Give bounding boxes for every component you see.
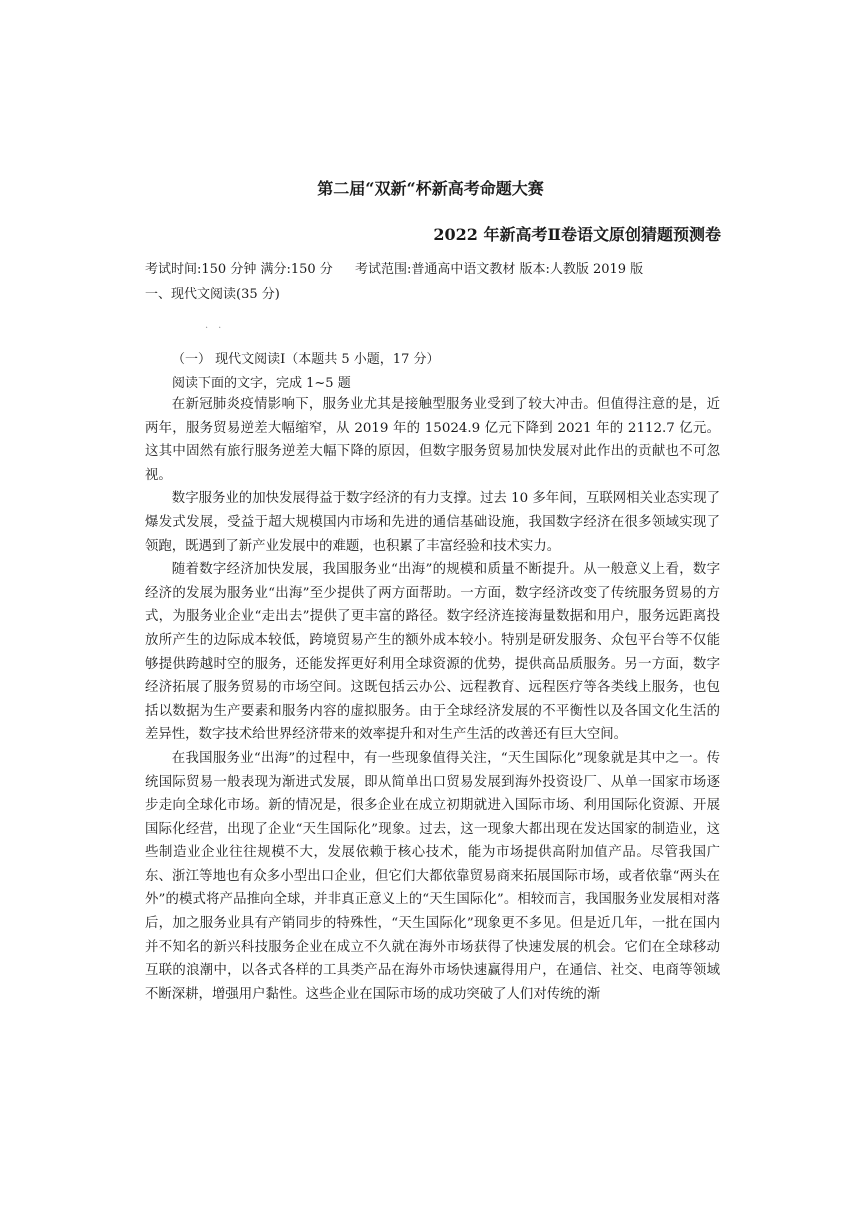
exam-scope: 考试范围:普通高中语文教材 版本:人教版 2019 版: [354, 262, 644, 277]
exam-time: 考试时间:150 分钟 满分:150 分: [145, 262, 333, 277]
scan-specks: ··: [205, 323, 232, 334]
contest-title: 第二届“双新“杯新高考命题大赛: [317, 179, 544, 198]
exam-info: [145, 258, 661, 277]
passage-paragraph: 随着数字经济加快发展，我国服务业“出海”的规模和质量不断提升。从一般意义上看，数字经济的发展为服务业“出海”至少提供了两方面帮助。一方面，数字经济改变了传统服务贸易的方式，为服务业企业“走出去”提供了更丰富的路径。数字经济连接海量数据和用户，服务远距离投放所产生的边际成本较低，跨境贸易产生的额外成本较小。特别是研发服务、众包平台等不仅能够提供跨越时空的服务，还能发挥更好利用全球资源的优势，提供高品质服务。另一方面，数字经济拓展了服务贸易的市场空间。这既包括云办公、远程教育、远程医疗等各类线上服务，也包括以数据为生产要素和服务内容的虚拟服务。由于全球经济发展的不平衡性以及各国文化生活的差异性，数字技术给世界经济带来的效率提升和对生产生活的改善还有巨大空间。: [145, 562, 720, 743]
exam-subtitle: 2022 年新高考Ⅱ卷语文原创猜题预测卷: [433, 225, 721, 244]
passage-paragraph: 在新冠肺炎疫情影响下，服务业尤其是接触型服务业受到了较大冲击。但值得注意的是，近两年，服务贸易逆差大幅缩窄，从 2019 年的 15024.9 亿元下降到 2021 年的 2112.7 亿元。这其中固然有旅行服务逆差大幅下降的原因，但数字服务贸易加快发展对此作出的贡献也不可忽视。: [145, 397, 720, 483]
passage-paragraph: 在我国服务业“出海”的过程中，有一些现象值得关注，“天生国际化”现象就是其中之一。传统国际贸易一般表现为渐进式发展，即从简单出口贸易发展到海外投资设厂、从单一国家市场逐步走向全球化市场。新的情况是，很多企业在成立初期就进入国际市场、利用国际化资源、开展国际化经营，出现了企业“天生国际化”现象。过去，这一现象大都出现在发达国家的制造业，这些制造业企业往往规模不大，发展依赖于核心技术，能为市场提供高附加值产品。尽管我国广东、浙江等地也有众多小型出口企业，但它们大都依靠贸易商来拓展国际市场，或者依靠“两头在外”的模式将产品推向全球，并非真正意义上的“天生国际化”。相较而言，我国服务业发展相对落后，加之服务业具有产销同步的特殊性，“天生国际化”现象更不多见。但是近几年，一批在国内并不知名的新兴科技服务企业在成立不久就在海外市场获得了快速发展的机会。它们在全球移动互联的浪潮中，以各式各样的工具类产品在海外市场快速赢得用户，在通信、社交、电商等领域不断深耕，增强用户黏性。这些企业在国际市场的成功突破了人们对传统的渐: [145, 750, 720, 1002]
part-title: （一） 现代文阅读Ⅰ（本题共 5 小题，17 分）: [172, 352, 440, 367]
section-title: 一、现代文阅读(35 分): [145, 287, 280, 302]
reading-passage: [145, 393, 720, 1006]
reading-instruction: 阅读下面的文字，完成 1~5 题: [172, 376, 351, 391]
passage-paragraph: 数字服务业的加快发展得益于数字经济的有力支撑。过去 10 多年间，互联网相关业态实现了爆发式发展，受益于超大规模国内市场和先进的通信基础设施，我国数字经济在很多领域实现了领跑，既遇到了新产业发展中的难题，也积累了丰富经验和技术实力。: [145, 491, 720, 554]
